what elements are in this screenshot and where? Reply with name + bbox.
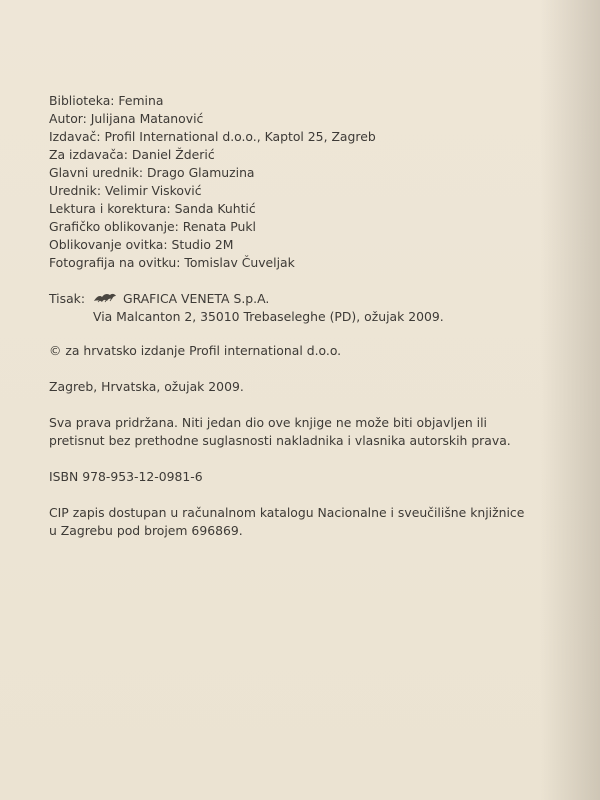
library-line: Biblioteka: Femina xyxy=(49,93,164,108)
colophon-block xyxy=(49,92,569,540)
isbn-line: ISBN 978-953-12-0981-6 xyxy=(49,469,203,484)
printing-details xyxy=(93,290,569,326)
cip-line-1: CIP zapis dostupan u računalnom katalogu Nacionalne i sveučilišne knjižnice xyxy=(49,505,525,520)
printer-name-line xyxy=(93,290,569,308)
printing-block xyxy=(49,290,569,326)
editor-in-chief-line: Glavni urednik: Drago Glamuzina xyxy=(49,165,255,180)
cip-paragraph xyxy=(49,504,569,540)
rights-paragraph xyxy=(49,414,569,450)
graphic-design-line: Grafičko oblikovanje: Renata Pukl xyxy=(49,219,256,234)
author-line: Autor: Julijana Matanović xyxy=(49,111,204,126)
place-date-line: Zagreb, Hrvatska, ožujak 2009. xyxy=(49,379,244,394)
rights-line-2: pretisnut bez prethodne suglasnosti nakladnika i vlasnika autorskih prava. xyxy=(49,433,511,448)
cover-design-line: Oblikovanje ovitka: Studio 2M xyxy=(49,237,234,252)
printing-label: Tisak: xyxy=(49,291,86,306)
publisher-line: Izdavač: Profil International d.o.o., Kaptol 25, Zagreb xyxy=(49,129,376,144)
printer-name: GRAFICA VENETA S.p.A. xyxy=(123,291,270,306)
for-publisher-line: Za izdavača: Daniel Žderić xyxy=(49,147,215,162)
copyright-line: © za hrvatsko izdanje Profil international d.o.o. xyxy=(49,343,342,358)
rights-line-1: Sva prava pridržana. Niti jedan dio ove knjige ne može biti objavljen ili xyxy=(49,415,487,430)
cover-photo-line: Fotografija na ovitku: Tomislav Čuveljak xyxy=(49,255,295,270)
cip-line-2: u Zagrebu pod brojem 696869. xyxy=(49,523,243,538)
printer-address-line: Via Malcanton 2, 35010 Trebaseleghe (PD), ožujak 2009. xyxy=(93,309,444,324)
proofreading-line: Lektura i korektura: Sanda Kuhtić xyxy=(49,201,256,216)
editor-line: Urednik: Velimir Visković xyxy=(49,183,202,198)
printer-dragon-logo-icon xyxy=(93,292,117,304)
